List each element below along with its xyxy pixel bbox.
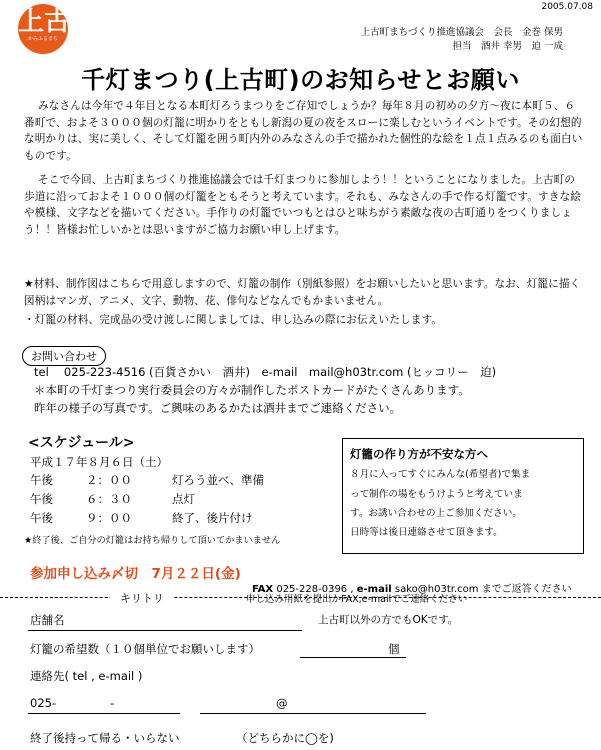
intro-paragraph-1 (24, 98, 584, 164)
email-label: e-mail (356, 584, 392, 595)
page-title: 千灯まつり(上古町)のお知らせとお願い (81, 66, 520, 94)
circle-instruction: （どちらかに◯を) (236, 731, 334, 745)
quantity-field[interactable] (300, 657, 406, 658)
organization-line: 上古町まちづくり推進協議会 会長 金巻 保男 (360, 27, 563, 38)
schedule-row (30, 472, 264, 488)
howto-line: す。お誘い合わせの上ご参加ください。 (350, 508, 522, 519)
submission-note: 申し込み用紙を提出かFAX,e-mailでご連絡ください (246, 594, 468, 605)
schedule-time: ６：３０ (86, 492, 132, 506)
inquiry-contact-line: tel 025-223-4516 (百貨さかい 酒井) e-mail mail@h03tr.com (ヒッコリー 迫) (34, 365, 497, 379)
intro-paragraph-2-text: そこで今回、上古町まちづくり推進協議会では千灯まつりに参加しよう！！ということになりました。上古町の歩道に沿っておよそ１０００個の灯籠をともそうと考えています。それも、みなさんの手で作る灯籠です。すきな絵や模様、文字などを描いてください。手作りの灯籠でいつもとはひと味ちがう素敵な夜の古町通りをつくりましょう！！皆様お忙しいかとは思いますがご協力お願い申し上げます。 (24, 174, 581, 236)
quantity-unit: 個 (388, 642, 400, 656)
schedule-row (30, 491, 195, 507)
cut-label: キリトリ (110, 590, 174, 606)
email-at-sign: @ (276, 696, 288, 710)
fax-label: FAX (252, 584, 274, 595)
schedule-ampm: 午後 (30, 511, 53, 525)
intro-paragraph-1-text: みなさんは今年で４年目となる本町灯ろうまつりをご存知でしょうか？毎年８月の初めの夕方〜夜に本町５、６番町で、およそ３０００個の灯籠に明かりをともし新潟の夏の夜をスローに楽しむというイベントです。その幻想的な明かりは、実に美しく、そして灯籠を囲う町内外のみなさんの手で描かれた個性的な絵を１点１点みるのも面白いものです。 (24, 100, 583, 162)
shop-name-field[interactable] (28, 630, 302, 631)
issue-date: 2005.07.08 (541, 2, 593, 12)
howto-line: 日時等は後日連絡させて頂きます。 (350, 527, 503, 538)
schedule-event: 灯ろう並べ、準備 (172, 473, 264, 487)
intro-paragraph-2 (24, 172, 584, 238)
take-home-note: ★終了後、ご自分の灯籠はお持ち帰りして頂いてかまいません (24, 535, 281, 546)
outside-ok-note: 上古町以外の方でもOKです。 (318, 614, 459, 626)
logo-kanji: 上古 (18, 7, 71, 37)
tel-field[interactable] (28, 713, 180, 714)
take-home-choice[interactable]: 終了後持って帰る・いらない (30, 731, 180, 745)
howto-heading: 灯籠の作り方が不安な方へ (350, 447, 488, 461)
howto-line: ８月に入ってすぐにみんな(希望者)で集ま (350, 469, 531, 480)
schedule-time: ９：００ (86, 511, 132, 525)
handover-note: ・灯籠の材料、完成品の受け渡しに関しましては、申し込みの際にお伝えいたします。 (24, 314, 443, 326)
howto-line: って制作の場をもうけようと考えていま (350, 489, 523, 500)
logo-subtext: かみふるまち (27, 36, 58, 42)
application-deadline: 参加申し込み〆切 7月２２日(金) (30, 566, 241, 582)
schedule-event: 終了、後片付け (172, 511, 253, 525)
tel-prefix: 025- (30, 696, 57, 710)
fax-email-text: sako@h03tr.com までご返答ください (394, 584, 572, 595)
cut-line (0, 597, 601, 598)
email-field[interactable] (200, 713, 426, 714)
schedule-time: ２：００ (86, 473, 132, 487)
schedule-ampm: 午後 (30, 492, 53, 506)
inquiry-label: お問い合わせ (22, 346, 106, 366)
staff-line: 担当 酒井 幸男 迫 一成 (452, 41, 563, 52)
contact-label: 連絡先( tel , e-mail ) (30, 669, 143, 683)
photo-note: 昨年の様子の写真です。ご興味のあるかたは酒井までご連絡ください。 (34, 401, 402, 415)
tel-dash: - (110, 696, 115, 710)
shop-name-label: 店舗名 (30, 613, 65, 627)
schedule-heading: <スケジュール> (28, 435, 135, 451)
schedule-row (30, 510, 253, 526)
schedule-date: 平成１７年８月６日（土） (30, 455, 168, 469)
materials-note: ★材料、制作図はこちらで用意しますので、灯籠の制作（別紙参照）をお願いしたいと思います。なお、灯籠に描く図柄はマンガ、アニメ、文字、動物、花、俳句などなんでもかまいません。 (24, 278, 581, 307)
schedule-event: 点灯 (172, 492, 195, 506)
schedule-ampm: 午後 (30, 473, 53, 487)
quantity-label: 灯籠の希望数（１０個単位でお願いします） (30, 642, 260, 656)
logo (18, 4, 71, 54)
postcard-note: ＊本町の千灯まつり実行委員会の方々が制作したポストカードがたくさんあります。 (34, 383, 470, 397)
fax-number: 025-228-0396 , (276, 584, 354, 595)
